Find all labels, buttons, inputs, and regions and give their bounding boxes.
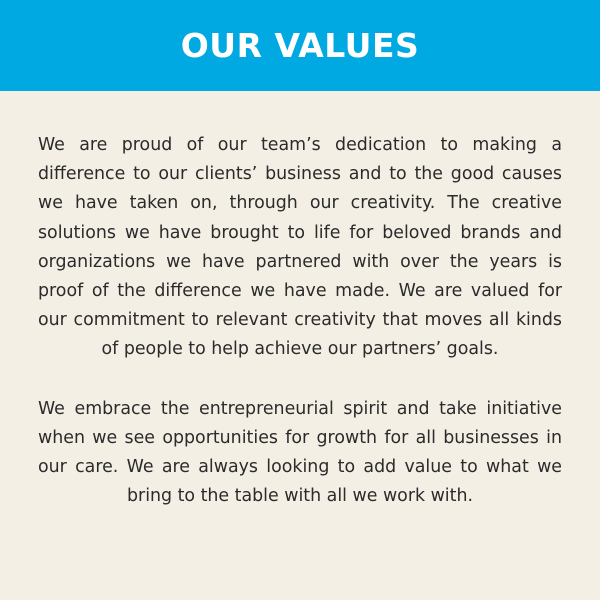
header-banner [0, 0, 600, 91]
values-content [0, 131, 600, 511]
values-paragraph-2: We embrace the entrepreneurial spirit and take initiative when we see opportunities for growth for all businesses in our care. We are always looking to add value to what we bring to the table with all we work with. [38, 398, 562, 507]
page-title: OUR VALUES [180, 26, 420, 65]
values-paragraph-1: We are proud of our team’s dedication to making a difference to our clients’ business and to the good causes we have taken on, through our creativity. The creative solutions we have brought to life for beloved brands and organizations we have partnered with over the years is proof of the difference we have made. We are valued for our commitment to relevant creativity that moves all kinds of people to help achieve our partners’ goals. [38, 135, 562, 360]
